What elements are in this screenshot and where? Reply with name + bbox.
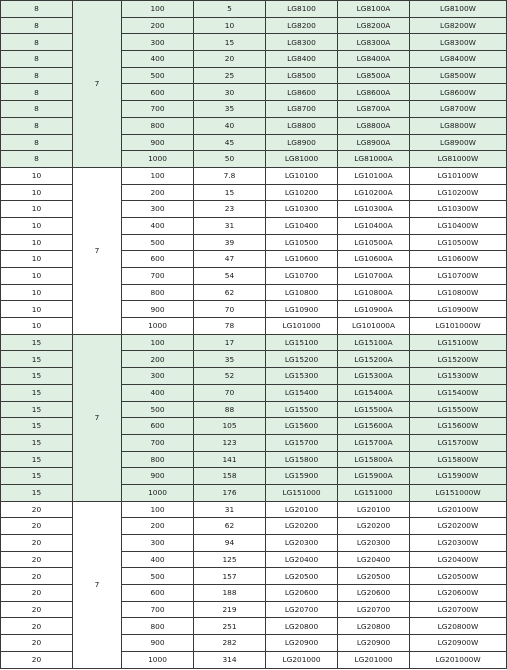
length-cell: 900: [122, 134, 194, 151]
code-w-cell: LG20800W: [410, 618, 507, 635]
size-cell: 15: [1, 484, 73, 501]
merged-cell: 7: [73, 1, 122, 168]
code-a-cell: LG15200A: [338, 351, 410, 368]
code-cell: LG10100: [266, 167, 338, 184]
weight-cell: 35: [194, 351, 266, 368]
size-cell: 20: [1, 585, 73, 602]
weight-cell: 17: [194, 334, 266, 351]
code-a-cell: LG10400A: [338, 217, 410, 234]
length-cell: 400: [122, 51, 194, 68]
weight-cell: 50: [194, 151, 266, 168]
code-a-cell: LG15700A: [338, 434, 410, 451]
code-cell: LG101000: [266, 318, 338, 335]
length-cell: 1000: [122, 318, 194, 335]
code-w-cell: LG15700W: [410, 434, 507, 451]
length-cell: 100: [122, 1, 194, 18]
length-cell: 500: [122, 67, 194, 84]
code-w-cell: LG20600W: [410, 585, 507, 602]
code-a-cell: LG10200A: [338, 184, 410, 201]
size-cell: 8: [1, 34, 73, 51]
weight-cell: 105: [194, 418, 266, 435]
code-a-cell: LG8400A: [338, 51, 410, 68]
code-w-cell: LG10400W: [410, 217, 507, 234]
size-cell: 20: [1, 551, 73, 568]
code-cell: LG8200: [266, 17, 338, 34]
code-a-cell: LG101000A: [338, 318, 410, 335]
weight-cell: 141: [194, 451, 266, 468]
weight-cell: 70: [194, 301, 266, 318]
code-a-cell: LG20900: [338, 635, 410, 652]
weight-cell: 54: [194, 268, 266, 285]
size-cell: 8: [1, 1, 73, 18]
code-w-cell: LG10700W: [410, 268, 507, 285]
table-row: [1, 167, 507, 184]
size-cell: 8: [1, 84, 73, 101]
code-a-cell: LG8900A: [338, 134, 410, 151]
code-cell: LG20900: [266, 635, 338, 652]
length-cell: 300: [122, 34, 194, 51]
weight-cell: 30: [194, 84, 266, 101]
code-a-cell: LG10300A: [338, 201, 410, 218]
code-w-cell: LG20100W: [410, 501, 507, 518]
length-cell: 300: [122, 368, 194, 385]
code-cell: LG15600: [266, 418, 338, 435]
code-cell: LG10500: [266, 234, 338, 251]
length-cell: 700: [122, 268, 194, 285]
length-cell: 300: [122, 535, 194, 552]
code-cell: LG15500: [266, 401, 338, 418]
code-a-cell: LG20800: [338, 618, 410, 635]
code-a-cell: LG15400A: [338, 384, 410, 401]
code-a-cell: LG15500A: [338, 401, 410, 418]
length-cell: 700: [122, 101, 194, 118]
weight-cell: 20: [194, 51, 266, 68]
size-cell: 10: [1, 284, 73, 301]
length-cell: 800: [122, 284, 194, 301]
code-cell: LG15400: [266, 384, 338, 401]
code-w-cell: LG20200W: [410, 518, 507, 535]
code-w-cell: LG8700W: [410, 101, 507, 118]
weight-cell: 47: [194, 251, 266, 268]
length-cell: 500: [122, 568, 194, 585]
code-w-cell: LG15800W: [410, 451, 507, 468]
code-cell: LG8600: [266, 84, 338, 101]
length-cell: 200: [122, 17, 194, 34]
code-cell: LG20800: [266, 618, 338, 635]
length-cell: 600: [122, 418, 194, 435]
weight-cell: 88: [194, 401, 266, 418]
code-a-cell: LG10600A: [338, 251, 410, 268]
code-a-cell: LG15100A: [338, 334, 410, 351]
code-a-cell: LG20200: [338, 518, 410, 535]
size-cell: 8: [1, 67, 73, 84]
code-w-cell: LG20700W: [410, 601, 507, 618]
code-w-cell: LG8900W: [410, 134, 507, 151]
code-cell: LG8800: [266, 117, 338, 134]
code-w-cell: LG10300W: [410, 201, 507, 218]
code-w-cell: LG8600W: [410, 84, 507, 101]
code-cell: LG15700: [266, 434, 338, 451]
code-a-cell: LG20100: [338, 501, 410, 518]
code-cell: LG8700: [266, 101, 338, 118]
size-cell: 15: [1, 334, 73, 351]
weight-cell: 5: [194, 1, 266, 18]
weight-cell: 94: [194, 535, 266, 552]
table-row: [1, 501, 507, 518]
code-w-cell: LG10100W: [410, 167, 507, 184]
code-a-cell: LG10800A: [338, 284, 410, 301]
weight-cell: 45: [194, 134, 266, 151]
weight-cell: 15: [194, 34, 266, 51]
size-cell: 8: [1, 101, 73, 118]
code-a-cell: LG8100A: [338, 1, 410, 18]
code-w-cell: LG81000W: [410, 151, 507, 168]
length-cell: 900: [122, 635, 194, 652]
code-w-cell: LG15500W: [410, 401, 507, 418]
length-cell: 600: [122, 585, 194, 602]
code-cell: LG20500: [266, 568, 338, 585]
code-w-cell: LG10500W: [410, 234, 507, 251]
code-a-cell: LG20300: [338, 535, 410, 552]
code-w-cell: LG20900W: [410, 635, 507, 652]
code-cell: LG10200: [266, 184, 338, 201]
code-w-cell: LG15600W: [410, 418, 507, 435]
code-cell: LG10700: [266, 268, 338, 285]
code-cell: LG8300: [266, 34, 338, 51]
length-cell: 300: [122, 201, 194, 218]
length-cell: 800: [122, 618, 194, 635]
size-cell: 8: [1, 134, 73, 151]
weight-cell: 188: [194, 585, 266, 602]
code-w-cell: LG8400W: [410, 51, 507, 68]
weight-cell: 40: [194, 117, 266, 134]
code-w-cell: LG8100W: [410, 1, 507, 18]
code-w-cell: LG101000W: [410, 318, 507, 335]
size-cell: 15: [1, 351, 73, 368]
code-cell: LG20100: [266, 501, 338, 518]
code-cell: LG201000: [266, 651, 338, 668]
size-cell: 20: [1, 651, 73, 668]
weight-cell: 78: [194, 318, 266, 335]
weight-cell: 7.8: [194, 167, 266, 184]
code-a-cell: LG15900A: [338, 468, 410, 485]
size-cell: 15: [1, 451, 73, 468]
size-cell: 8: [1, 151, 73, 168]
size-cell: 8: [1, 51, 73, 68]
code-cell: LG8900: [266, 134, 338, 151]
code-a-cell: LG201000: [338, 651, 410, 668]
weight-cell: 25: [194, 67, 266, 84]
spec-table-body: [1, 1, 507, 669]
code-cell: LG20300: [266, 535, 338, 552]
merged-cell: 7: [73, 334, 122, 501]
code-w-cell: LG8300W: [410, 34, 507, 51]
weight-cell: 125: [194, 551, 266, 568]
code-cell: LG8100: [266, 1, 338, 18]
code-w-cell: LG10800W: [410, 284, 507, 301]
length-cell: 900: [122, 468, 194, 485]
size-cell: 15: [1, 384, 73, 401]
length-cell: 700: [122, 434, 194, 451]
weight-cell: 157: [194, 568, 266, 585]
size-cell: 10: [1, 318, 73, 335]
code-a-cell: LG8800A: [338, 117, 410, 134]
code-a-cell: LG15600A: [338, 418, 410, 435]
length-cell: 400: [122, 217, 194, 234]
code-w-cell: LG15300W: [410, 368, 507, 385]
code-a-cell: LG151000: [338, 484, 410, 501]
code-a-cell: LG20600: [338, 585, 410, 602]
weight-cell: 31: [194, 501, 266, 518]
length-cell: 200: [122, 184, 194, 201]
weight-cell: 314: [194, 651, 266, 668]
weight-cell: 52: [194, 368, 266, 385]
code-w-cell: LG10900W: [410, 301, 507, 318]
size-cell: 10: [1, 234, 73, 251]
code-w-cell: LG15900W: [410, 468, 507, 485]
code-cell: LG20400: [266, 551, 338, 568]
code-cell: LG10400: [266, 217, 338, 234]
code-cell: LG10800: [266, 284, 338, 301]
weight-cell: 282: [194, 635, 266, 652]
code-a-cell: LG20500: [338, 568, 410, 585]
weight-cell: 123: [194, 434, 266, 451]
weight-cell: 15: [194, 184, 266, 201]
size-cell: 15: [1, 418, 73, 435]
code-w-cell: LG15400W: [410, 384, 507, 401]
code-w-cell: LG8500W: [410, 67, 507, 84]
weight-cell: 62: [194, 518, 266, 535]
code-cell: LG20200: [266, 518, 338, 535]
code-w-cell: LG8200W: [410, 17, 507, 34]
code-a-cell: LG81000A: [338, 151, 410, 168]
code-a-cell: LG8300A: [338, 34, 410, 51]
size-cell: 10: [1, 201, 73, 218]
size-cell: 15: [1, 401, 73, 418]
length-cell: 1000: [122, 151, 194, 168]
length-cell: 900: [122, 301, 194, 318]
weight-cell: 158: [194, 468, 266, 485]
code-w-cell: LG15100W: [410, 334, 507, 351]
size-cell: 20: [1, 618, 73, 635]
length-cell: 500: [122, 401, 194, 418]
size-cell: 20: [1, 568, 73, 585]
code-cell: LG15200: [266, 351, 338, 368]
size-cell: 15: [1, 368, 73, 385]
length-cell: 100: [122, 501, 194, 518]
code-a-cell: LG8600A: [338, 84, 410, 101]
code-a-cell: LG20700: [338, 601, 410, 618]
code-a-cell: LG15300A: [338, 368, 410, 385]
length-cell: 600: [122, 84, 194, 101]
size-cell: 10: [1, 268, 73, 285]
merged-cell: 7: [73, 501, 122, 668]
size-cell: 15: [1, 468, 73, 485]
code-a-cell: LG8500A: [338, 67, 410, 84]
size-cell: 10: [1, 184, 73, 201]
code-a-cell: LG10900A: [338, 301, 410, 318]
code-cell: LG151000: [266, 484, 338, 501]
code-cell: LG10300: [266, 201, 338, 218]
size-cell: 10: [1, 251, 73, 268]
length-cell: 1000: [122, 484, 194, 501]
weight-cell: 39: [194, 234, 266, 251]
table-row: [1, 1, 507, 18]
length-cell: 400: [122, 551, 194, 568]
weight-cell: 23: [194, 201, 266, 218]
code-w-cell: LG201000W: [410, 651, 507, 668]
table-row: [1, 334, 507, 351]
code-a-cell: LG8200A: [338, 17, 410, 34]
length-cell: 800: [122, 451, 194, 468]
size-cell: 20: [1, 601, 73, 618]
weight-cell: 176: [194, 484, 266, 501]
code-w-cell: LG151000W: [410, 484, 507, 501]
code-w-cell: LG15200W: [410, 351, 507, 368]
code-a-cell: LG8700A: [338, 101, 410, 118]
code-w-cell: LG10600W: [410, 251, 507, 268]
weight-cell: 251: [194, 618, 266, 635]
size-cell: 20: [1, 635, 73, 652]
size-cell: 10: [1, 301, 73, 318]
length-cell: 800: [122, 117, 194, 134]
length-cell: 100: [122, 167, 194, 184]
weight-cell: 70: [194, 384, 266, 401]
size-cell: 20: [1, 501, 73, 518]
code-cell: LG10900: [266, 301, 338, 318]
code-w-cell: LG20400W: [410, 551, 507, 568]
length-cell: 1000: [122, 651, 194, 668]
weight-cell: 35: [194, 101, 266, 118]
length-cell: 200: [122, 351, 194, 368]
length-cell: 100: [122, 334, 194, 351]
merged-cell: 7: [73, 167, 122, 334]
size-cell: 10: [1, 167, 73, 184]
code-cell: LG20700: [266, 601, 338, 618]
size-cell: 10: [1, 217, 73, 234]
code-cell: LG15900: [266, 468, 338, 485]
code-cell: LG81000: [266, 151, 338, 168]
size-cell: 15: [1, 434, 73, 451]
code-cell: LG15100: [266, 334, 338, 351]
code-cell: LG15300: [266, 368, 338, 385]
length-cell: 400: [122, 384, 194, 401]
code-a-cell: LG10700A: [338, 268, 410, 285]
code-w-cell: LG10200W: [410, 184, 507, 201]
code-a-cell: LG20400: [338, 551, 410, 568]
length-cell: 700: [122, 601, 194, 618]
weight-cell: 219: [194, 601, 266, 618]
code-cell: LG10600: [266, 251, 338, 268]
code-a-cell: LG15800A: [338, 451, 410, 468]
length-cell: 600: [122, 251, 194, 268]
code-w-cell: LG20500W: [410, 568, 507, 585]
code-cell: LG15800: [266, 451, 338, 468]
code-w-cell: LG20300W: [410, 535, 507, 552]
weight-cell: 31: [194, 217, 266, 234]
code-cell: LG8500: [266, 67, 338, 84]
code-cell: LG8400: [266, 51, 338, 68]
code-w-cell: LG8800W: [410, 117, 507, 134]
weight-cell: 10: [194, 17, 266, 34]
length-cell: 200: [122, 518, 194, 535]
code-cell: LG20600: [266, 585, 338, 602]
size-cell: 20: [1, 535, 73, 552]
length-cell: 500: [122, 234, 194, 251]
code-a-cell: LG10100A: [338, 167, 410, 184]
size-cell: 20: [1, 518, 73, 535]
weight-cell: 62: [194, 284, 266, 301]
size-cell: 8: [1, 117, 73, 134]
code-a-cell: LG10500A: [338, 234, 410, 251]
size-cell: 8: [1, 17, 73, 34]
